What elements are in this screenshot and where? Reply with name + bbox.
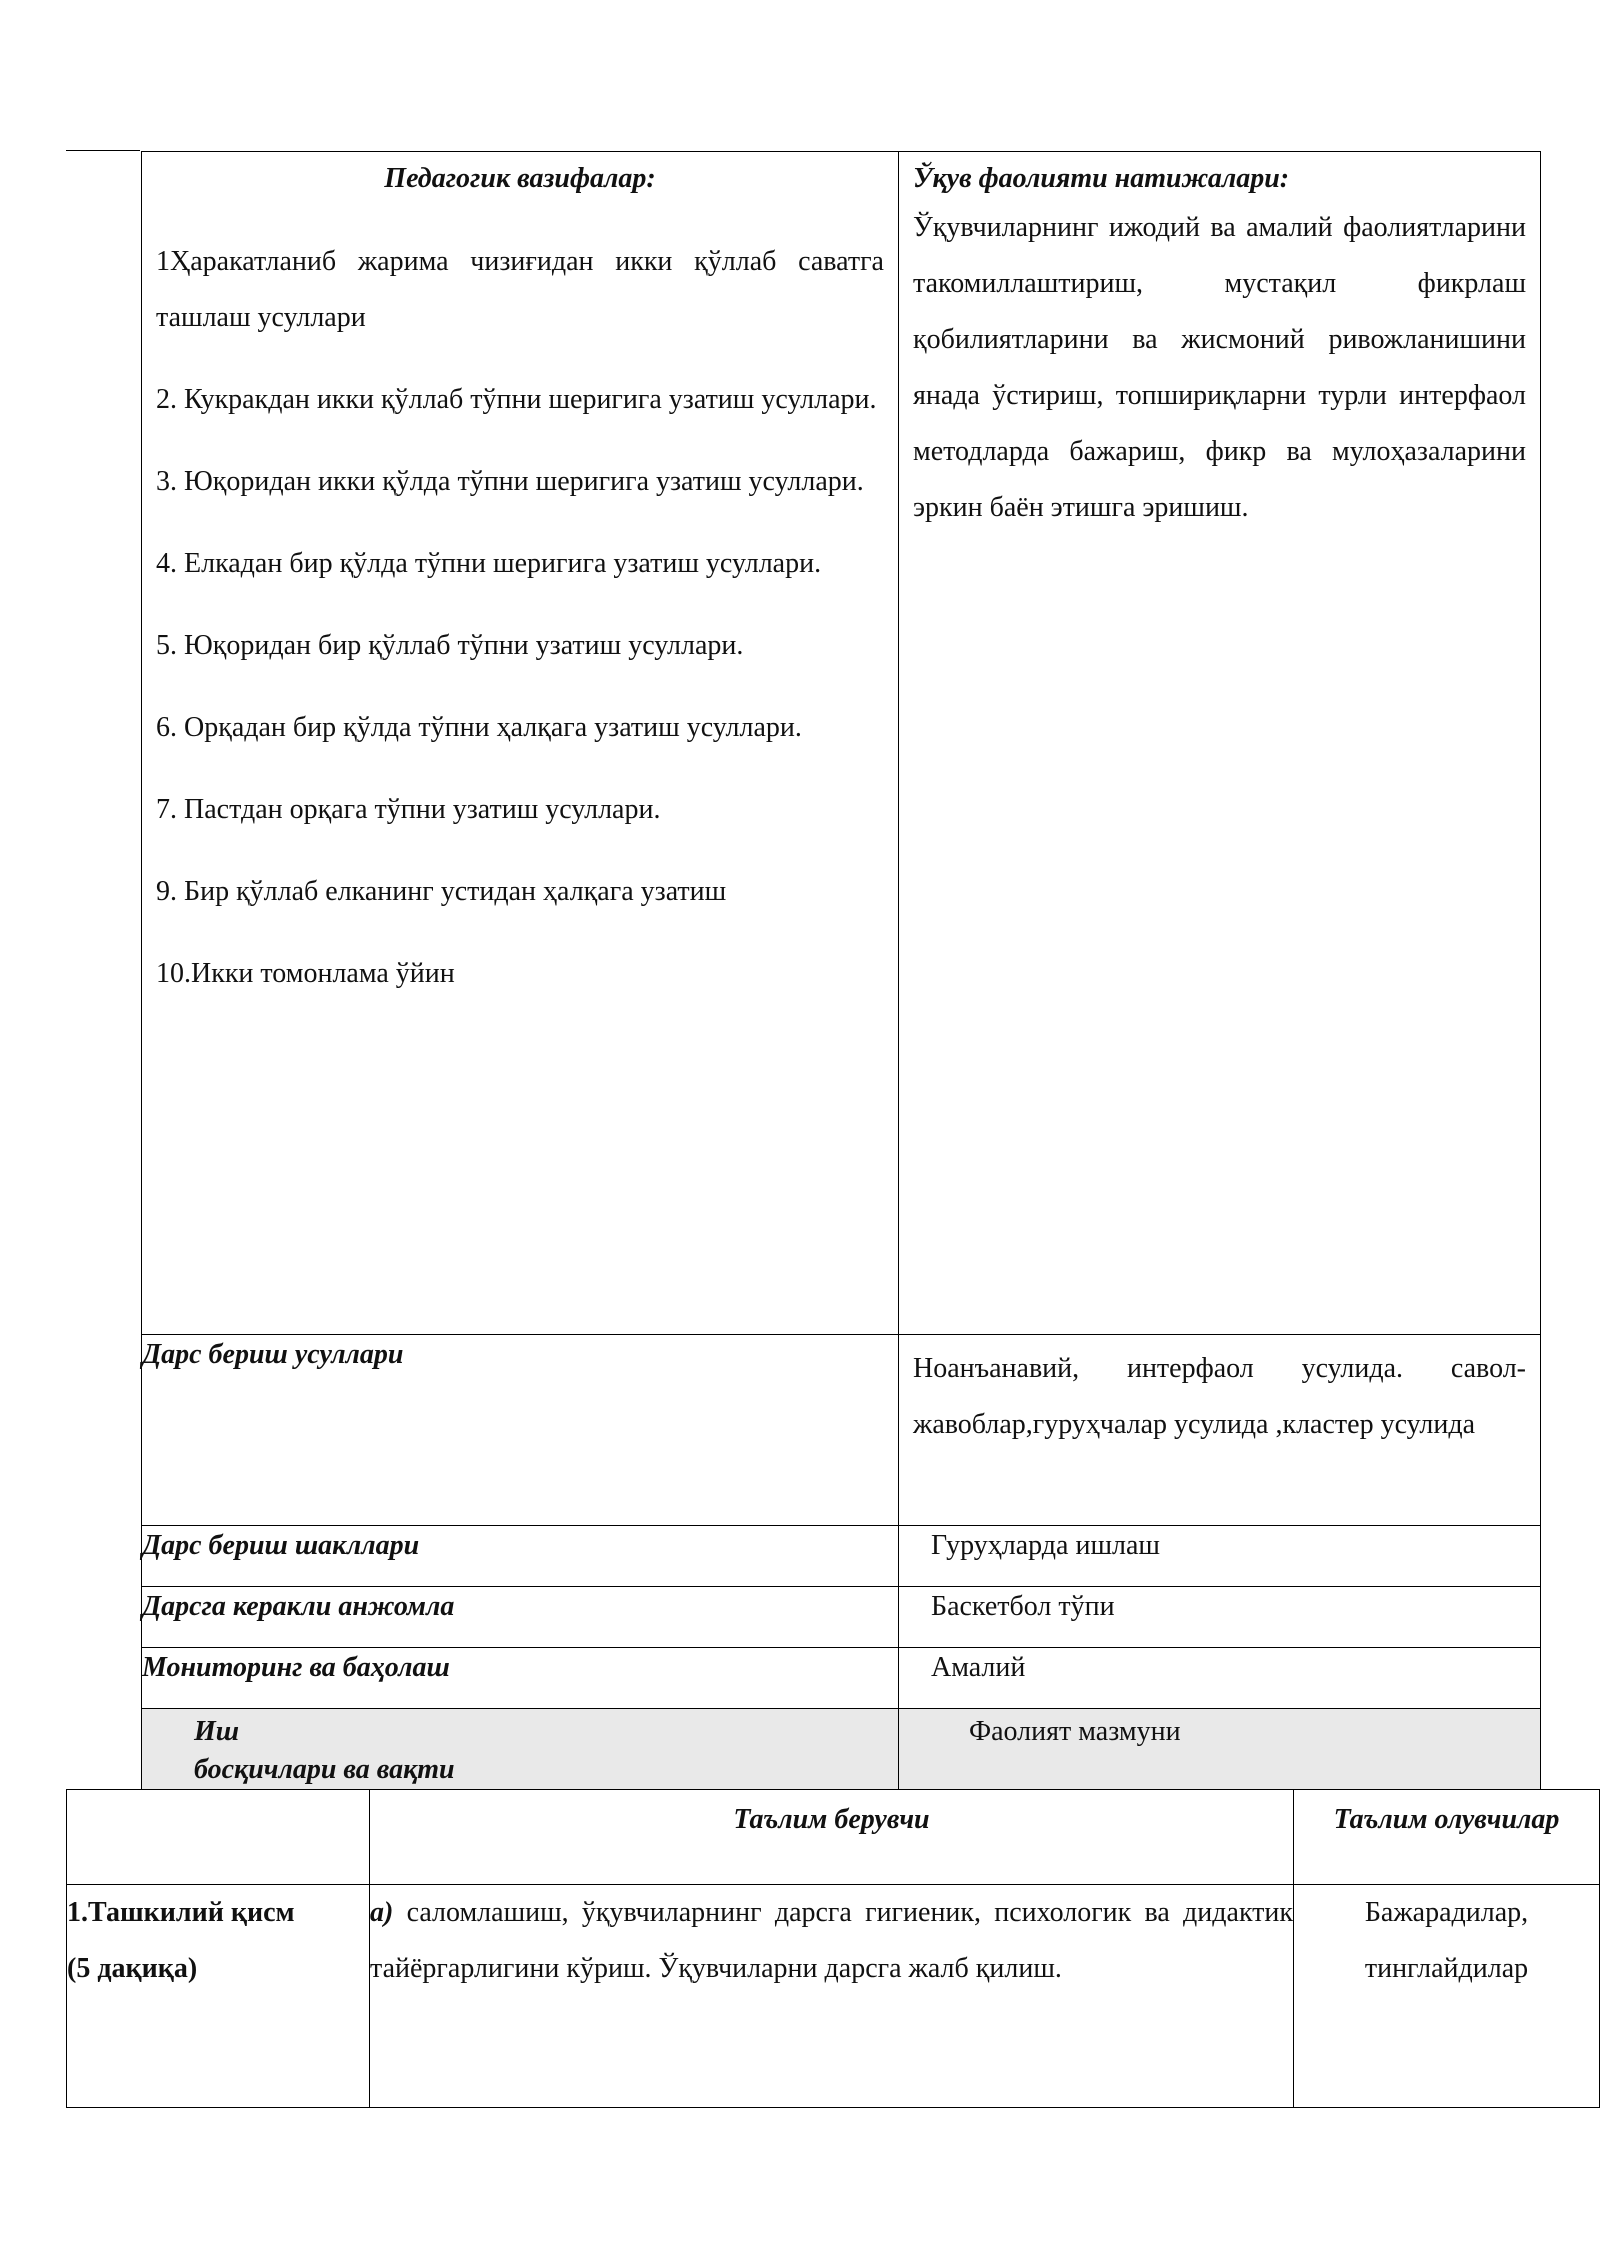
stage-time: (5 дақиқа) [67, 1953, 198, 1984]
stages-header-row [142, 1709, 1541, 1790]
task-item: 6. Орқадан бир қўлда тўпни ҳалқага узатиш усуллари. [156, 712, 802, 743]
task-item: 2. Кукракдан икки қўллаб тўпни шеригига узатиш усуллари. [156, 384, 877, 415]
stage-name: 1.Ташкилий қисм [67, 1897, 295, 1928]
task-item: 7. Пастдан орқага тўпни узатиш усуллари. [156, 794, 661, 825]
task-item: 5. Юқоридан бир қўллаб тўпни узатиш усуллари. [156, 630, 744, 661]
equipment-value: Баскетбол тўпи [899, 1587, 1541, 1648]
content-header: Фаолият мазмуни [969, 1716, 1181, 1747]
stages-header-line2: босқичлари ва вақти [194, 1754, 455, 1785]
methods-row [142, 1335, 1541, 1526]
stages-header-line1: Иш [194, 1716, 240, 1747]
task-item: 10.Икки томонлама ўйин [156, 958, 455, 989]
top-rule [66, 150, 140, 151]
task-item: 3. Юқоридан икки қўлда тўпни шеригига узатиш усуллари. [156, 466, 864, 497]
learning-results-title: Ўқув фаолияти натижалари: [913, 163, 1290, 194]
stage-header-cell [67, 1790, 370, 1885]
pedagogical-tasks-title: Педагогик вазифалар: [384, 163, 656, 194]
students-cell: Бажарадилар, тинглайдилар [1294, 1885, 1600, 2108]
monitoring-label: Мониторинг ва баҳолаш [142, 1648, 899, 1709]
activity-header-row [67, 1790, 1600, 1885]
learning-results-text: Ўқувчиларнинг ижодий ва амалий фаолиятларини такомиллаштириш, мустақил фикрлаш қобилиятларини ва жисмоний ривожланишини янада ўстириш, топшириқларни турли интерфаол методларда бажариш, фикр ва мулоҳазаларини эркин баён этишга эришиш. [913, 212, 1526, 523]
teacher-text: саломлашиш, ўқувчиларнинг дарсга гигиеник, психологик ва дидактик тайёргарлигини кўриш. Ўқувчиларни дарсга жалб қилиш. [370, 1897, 1293, 1984]
teacher-prefix: а) [370, 1897, 394, 1928]
task-item: 4. Елкадан бир қўлда тўпни шеригига узатиш усуллари. [156, 548, 822, 579]
activity-table [66, 1789, 1600, 2108]
students-header: Таълим олувчилар [1294, 1790, 1600, 1885]
teacher-cell [370, 1885, 1294, 2108]
learning-results-cell [899, 152, 1541, 1335]
lesson-plan-table [141, 151, 1541, 1790]
stage-cell [67, 1885, 370, 2108]
monitoring-value: Амалий [899, 1648, 1541, 1709]
equipment-label: Дарсга керакли анжомла [142, 1587, 899, 1648]
table-row [67, 1885, 1600, 2108]
methods-label: Дарс бериш усуллари [142, 1335, 899, 1526]
forms-value: Гуруҳларда ишлаш [899, 1526, 1541, 1587]
teacher-header: Таълим берувчи [370, 1790, 1294, 1885]
content-header-cell [899, 1709, 1541, 1790]
methods-value: Ноанъанавий, интерфаол усулида. савол-жавоблар,гуруҳчалар усулида ,кластер усулида [899, 1335, 1541, 1526]
stages-header-cell [142, 1709, 899, 1790]
equipment-row [142, 1587, 1541, 1648]
task-item: 1Ҳаракатланиб жарима чизиғидан икки қўллаб саватга ташлаш усуллари [156, 246, 884, 333]
monitoring-row [142, 1648, 1541, 1709]
pedagogical-tasks-cell [142, 152, 899, 1335]
forms-label: Дарс бериш шакллари [142, 1526, 899, 1587]
tasks-results-row [142, 152, 1541, 1335]
task-item: 9. Бир қўллаб елканинг устидан ҳалқага узатиш [156, 876, 727, 907]
forms-row [142, 1526, 1541, 1587]
